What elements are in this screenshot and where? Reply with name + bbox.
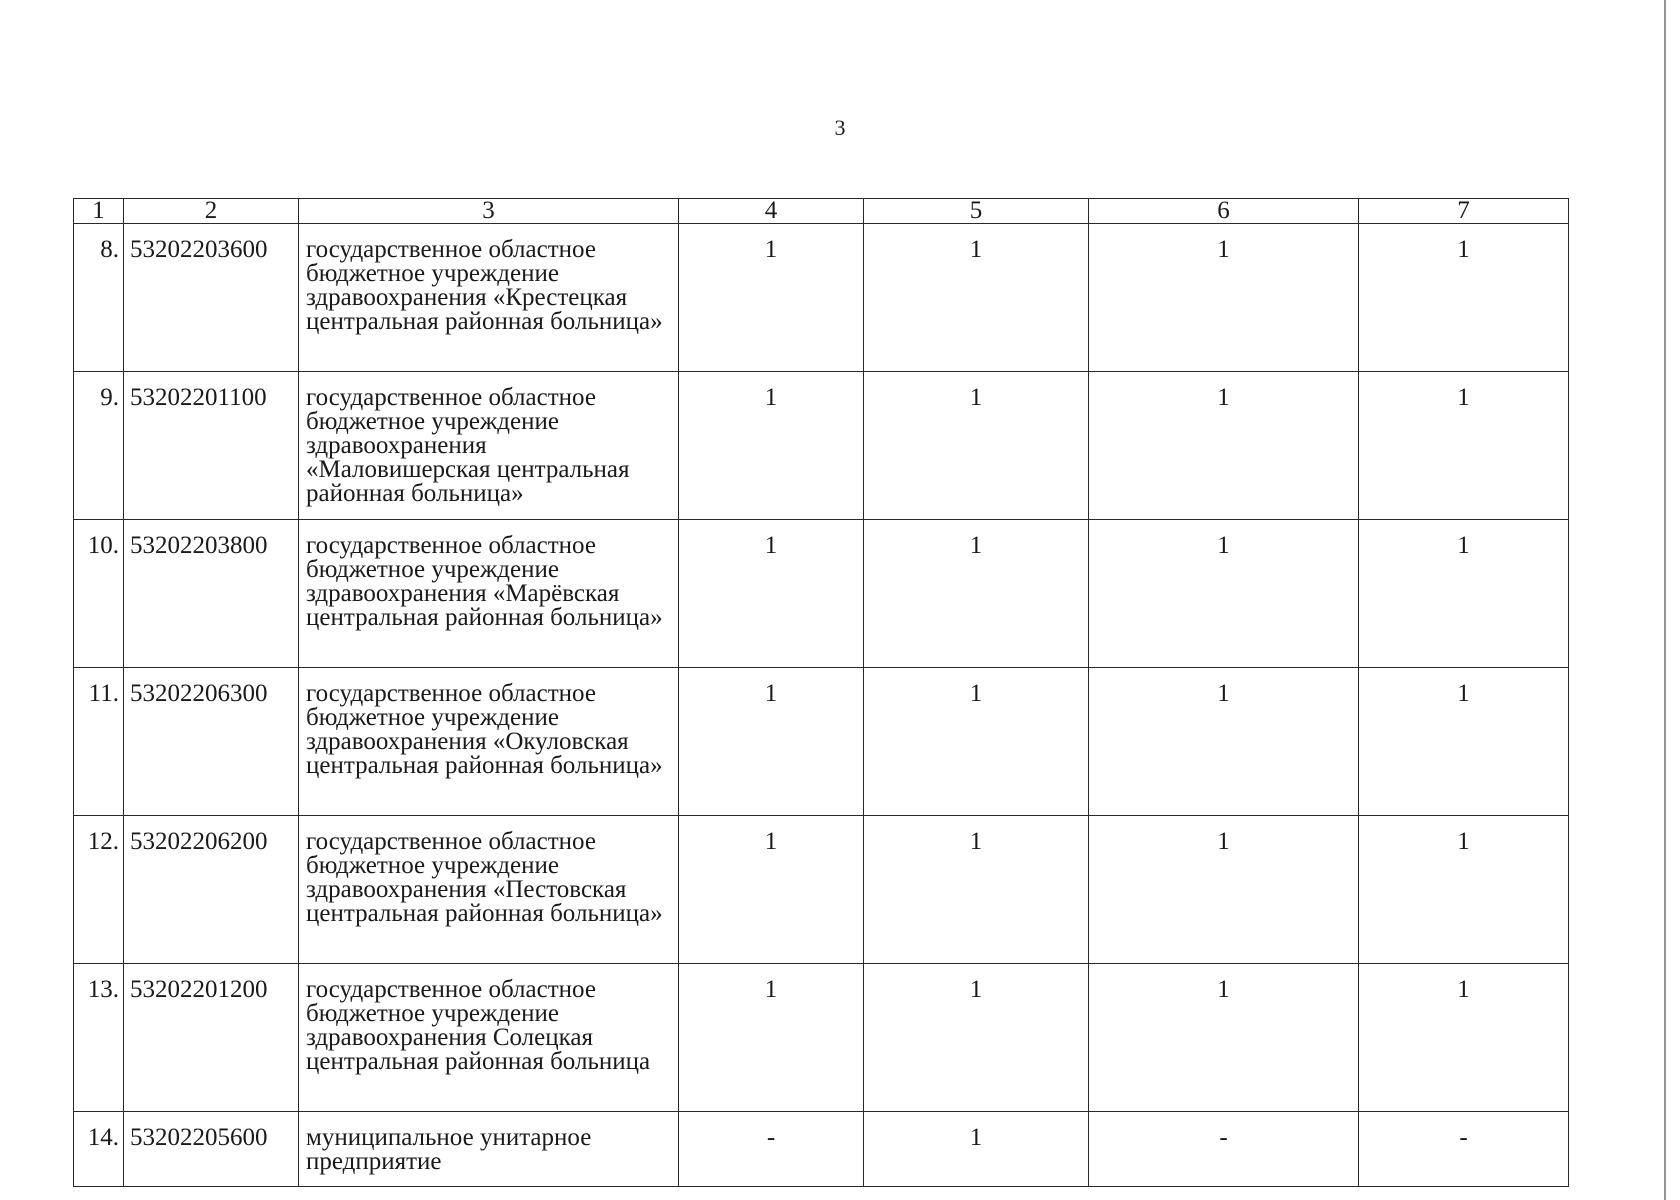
row-value-col4: 1 xyxy=(679,964,864,1112)
row-code: 53202201100 xyxy=(124,372,299,520)
row-value-col5: 1 xyxy=(864,668,1089,816)
row-value-col6: 1 xyxy=(1089,372,1359,520)
table-row xyxy=(74,964,1569,1112)
row-code: 53202206300 xyxy=(124,668,299,816)
row-number: 12. xyxy=(74,816,124,964)
page-number: 3 xyxy=(834,115,846,140)
row-number: 10. xyxy=(74,520,124,668)
row-value-col6: 1 xyxy=(1089,520,1359,668)
table-row xyxy=(74,1112,1569,1187)
row-value-col7: - xyxy=(1359,1112,1569,1187)
row-code: 53202201200 xyxy=(124,964,299,1112)
facility-table xyxy=(73,198,1569,1187)
row-code: 53202206200 xyxy=(124,816,299,964)
table-row xyxy=(74,668,1569,816)
row-value-col4: 1 xyxy=(679,372,864,520)
row-value-col4: - xyxy=(679,1112,864,1187)
row-number: 8. xyxy=(74,224,124,372)
row-value-col6: 1 xyxy=(1089,816,1359,964)
row-value-col5: 1 xyxy=(864,224,1089,372)
row-value-col7: 1 xyxy=(1359,224,1569,372)
header-col-1: 1 xyxy=(74,199,124,224)
row-value-col5: 1 xyxy=(864,816,1089,964)
table-header-row xyxy=(74,199,1569,224)
row-value-col6: 1 xyxy=(1089,964,1359,1112)
row-value-col7: 1 xyxy=(1359,520,1569,668)
row-code: 53202203600 xyxy=(124,224,299,372)
header-col-5: 5 xyxy=(864,199,1089,224)
row-code: 53202205600 xyxy=(124,1112,299,1187)
header-col-7: 7 xyxy=(1359,199,1569,224)
row-value-col7: 1 xyxy=(1359,964,1569,1112)
row-value-col7: 1 xyxy=(1359,372,1569,520)
row-name: государственное областное бюджетное учреждение здравоохранения Солецкая центральная районная больница xyxy=(299,964,679,1112)
header-col-6: 6 xyxy=(1089,199,1359,224)
row-number: 13. xyxy=(74,964,124,1112)
row-value-col4: 1 xyxy=(679,520,864,668)
row-value-col5: 1 xyxy=(864,964,1089,1112)
table-row xyxy=(74,224,1569,372)
row-value-col5: 1 xyxy=(864,520,1089,668)
row-name: государственное областное бюджетное учреждение здравоохранения «Пестовская центральная районная больница» xyxy=(299,816,679,964)
row-value-col7: 1 xyxy=(1359,668,1569,816)
row-value-col4: 1 xyxy=(679,224,864,372)
row-value-col6: 1 xyxy=(1089,668,1359,816)
row-value-col5: 1 xyxy=(864,1112,1089,1187)
row-name: государственное областное бюджетное учреждение здравоохранения «Маловишерская центральная районная больница» xyxy=(299,372,679,520)
row-value-col4: 1 xyxy=(679,668,864,816)
table-row xyxy=(74,372,1569,520)
row-number: 14. xyxy=(74,1112,124,1187)
row-value-col6: - xyxy=(1089,1112,1359,1187)
table-row xyxy=(74,520,1569,668)
row-value-col7: 1 xyxy=(1359,816,1569,964)
row-value-col4: 1 xyxy=(679,816,864,964)
row-value-col6: 1 xyxy=(1089,224,1359,372)
row-number: 11. xyxy=(74,668,124,816)
row-name: государственное областное бюджетное учреждение здравоохранения «Окуловская центральная районная больница» xyxy=(299,668,679,816)
row-number: 9. xyxy=(74,372,124,520)
row-name: муниципальное унитарное предприятие xyxy=(299,1112,679,1187)
header-col-2: 2 xyxy=(124,199,299,224)
header-col-3: 3 xyxy=(299,199,679,224)
row-value-col5: 1 xyxy=(864,372,1089,520)
header-col-4: 4 xyxy=(679,199,864,224)
row-name: государственное областное бюджетное учреждение здравоохранения «Марёвская центральная районная больница» xyxy=(299,520,679,668)
scan-edge-line xyxy=(1664,0,1666,1200)
row-name: государственное областное бюджетное учреждение здравоохранения «Крестецкая центральная районная больница» xyxy=(299,224,679,372)
row-code: 53202203800 xyxy=(124,520,299,668)
table-row xyxy=(74,816,1569,964)
